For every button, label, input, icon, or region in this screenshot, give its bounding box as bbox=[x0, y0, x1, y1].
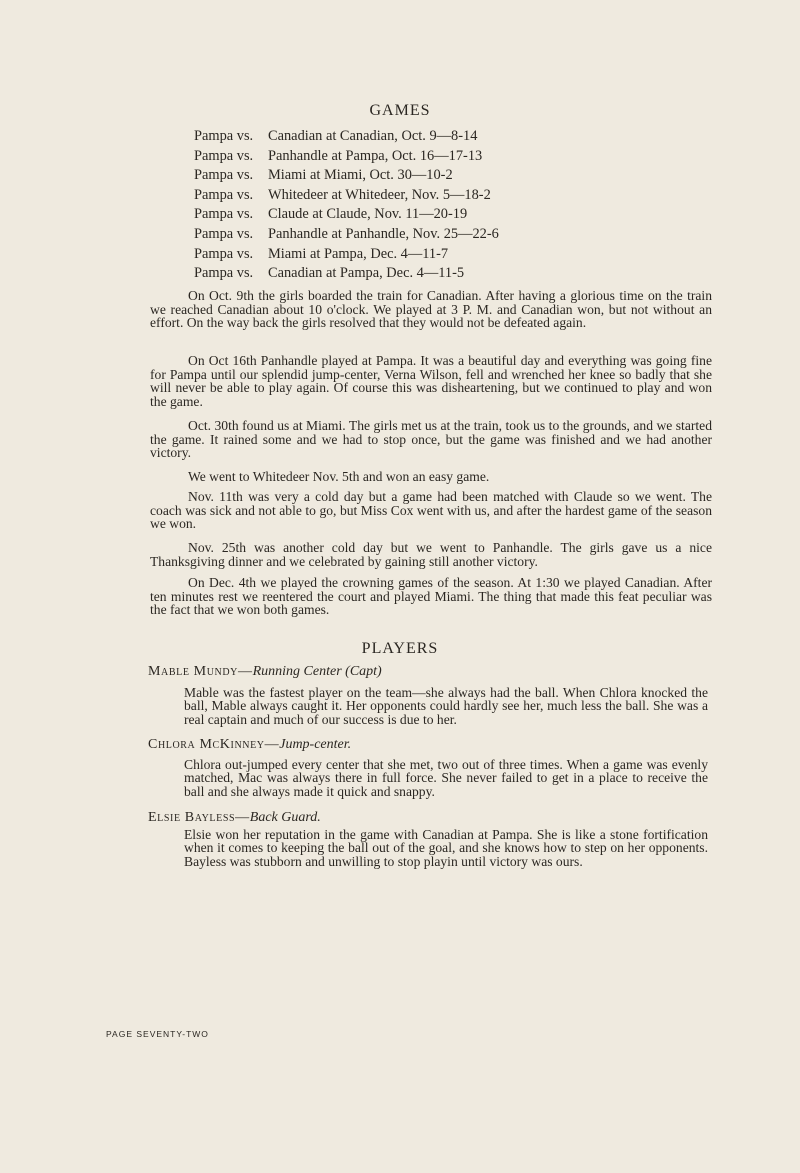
game-row bbox=[194, 166, 499, 186]
game-team: Pampa vs. bbox=[194, 167, 254, 184]
games-schedule-list bbox=[194, 127, 499, 284]
player-header: Mable Mundy—Running Center (Capt) bbox=[148, 664, 382, 679]
game-detail: Whitedeer at Whitedeer, Nov. 5—18-2 bbox=[268, 186, 491, 203]
game-paragraph-claude: Nov. 11th was very a cold day but a game had been matched with Claude so we went. The coach was sick and not able to go, but Miss Cox went with us, and after the hardest game of the season we won. bbox=[150, 489, 712, 531]
game-row bbox=[194, 264, 499, 284]
game-team: Pampa vs. bbox=[194, 265, 254, 282]
game-team: Pampa vs. bbox=[194, 245, 254, 262]
player-name: Chlora McKinney bbox=[148, 737, 265, 752]
game-row bbox=[194, 245, 499, 265]
player-position: Jump-center. bbox=[279, 737, 352, 752]
player-description: Mable was the fastest player on the team—she always had the ball. When Chlora knocked the ball, Mable always caught it. Her opponents could hardly see her, much less the ball. She was a real captain and much of our success is due to her. bbox=[184, 685, 708, 727]
player-position: Running Center (Capt) bbox=[252, 664, 382, 679]
game-detail: Miami at Miami, Oct. 30—10-2 bbox=[268, 167, 453, 184]
game-row bbox=[194, 205, 499, 225]
game-paragraph-canadian: On Oct. 9th the girls boarded the train for Canadian. After having a glorious time on the train we reached Canadian about 10 o'clock. We played at 3 P. M. and Canadian won, but not without an effort. On the way back the girls resolved that they would not be defeated again. bbox=[150, 288, 712, 330]
game-team: Pampa vs. bbox=[194, 186, 254, 203]
players-heading: PLAYERS bbox=[361, 640, 439, 657]
player-name: Mable Mundy bbox=[148, 664, 238, 679]
game-detail: Canadian at Canadian, Oct. 9—8-14 bbox=[268, 128, 478, 144]
player-name: Elsie Bayless bbox=[148, 810, 236, 825]
game-paragraph-panhandle: On Oct 16th Panhandle played at Pampa. It was a beautiful day and everything was going fine for Pampa until our splendid jump-center, Verna Wilson, fell and wrenched her knee so badly that she will never be able to play again. Of course this was disheartening, but we continued to play and won the game. bbox=[150, 353, 712, 409]
player-description: Elsie won her reputation in the game with Canadian at Pampa. She is like a stone fortification when it comes to keeping the ball out of the goal, and she knows how to step on her opponents. Bayless was stubborn and unwilling to stop playin until victory was ours. bbox=[184, 827, 708, 869]
game-team: Pampa vs. bbox=[194, 147, 254, 164]
games-heading: GAMES bbox=[369, 102, 431, 119]
game-detail: Miami at Pampa, Dec. 4—11-7 bbox=[268, 245, 449, 262]
game-row bbox=[194, 225, 499, 245]
game-detail: Claude at Claude, Nov. 11—20-19 bbox=[268, 206, 468, 223]
game-detail: Canadian at Pampa, Dec. 4—11-5 bbox=[268, 265, 465, 282]
game-paragraph-december: On Dec. 4th we played the crowning games of the season. At 1:30 we played Canadian. After ten minutes rest we reentered the court and played Miami. The thing that made this feat peculiar was the fact that we won both games. bbox=[150, 575, 712, 617]
game-team: Pampa vs. bbox=[194, 128, 254, 144]
player-description: Chlora out-jumped every center that she met, two out of three times. When a game was evenly matched, Mac was always there in full force. She never failed to get in a place to receive the ball and she always made it quick and snappy. bbox=[184, 757, 708, 799]
page-number-footer: PAGE SEVENTY-TWO bbox=[106, 1029, 209, 1039]
game-paragraph-miami: Oct. 30th found us at Miami. The girls met us at the train, took us to the grounds, and we started the game. It rained some and we had to stop once, but the game was finished and we had another victory. bbox=[150, 418, 712, 460]
game-team: Pampa vs. bbox=[194, 225, 254, 242]
game-paragraph-thanksgiving: Nov. 25th was another cold day but we went to Panhandle. The girls gave us a nice Thanksgiving dinner and we celebrated by gaining still another victory. bbox=[150, 540, 712, 569]
game-paragraph-whitedeer: We went to Whitedeer Nov. 5th and won an easy game. bbox=[188, 469, 490, 484]
game-row bbox=[194, 127, 499, 147]
game-row bbox=[194, 186, 499, 206]
game-row bbox=[194, 147, 499, 167]
game-detail: Panhandle at Pampa, Oct. 16—17-13 bbox=[268, 147, 483, 164]
player-position: Back Guard. bbox=[249, 810, 321, 825]
player-header: Elsie Bayless—Back Guard. bbox=[148, 810, 321, 825]
game-detail: Panhandle at Panhandle, Nov. 25—22-6 bbox=[268, 225, 499, 242]
player-header: Chlora McKinney—Jump-center. bbox=[148, 737, 352, 752]
game-team: Pampa vs. bbox=[194, 206, 254, 223]
